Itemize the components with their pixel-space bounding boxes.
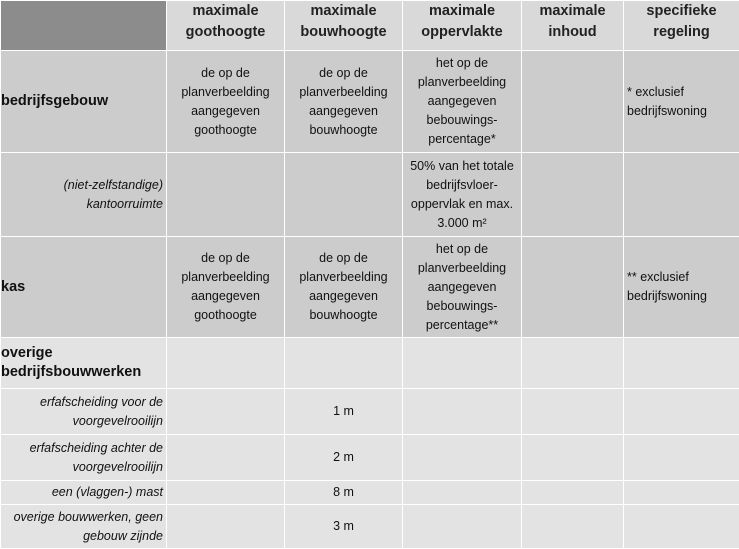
cell-goothoogte xyxy=(167,153,285,237)
cell-goothoogte xyxy=(167,481,285,505)
row-label-kantoorruimte: (niet-zelfstandige) kantoorruimte xyxy=(1,153,167,237)
table-row xyxy=(1,237,739,338)
row-label-vlaggenmast: een (vlaggen-) mast xyxy=(1,481,167,505)
cell-oppervlakte xyxy=(403,505,522,549)
cell-inhoud xyxy=(522,237,624,338)
cell-oppervlakte xyxy=(403,481,522,505)
cell-oppervlakte xyxy=(403,389,522,435)
cell-goothoogte: de op de planverbeelding aangegeven goothoogte xyxy=(167,237,285,338)
cell-goothoogte xyxy=(167,435,285,481)
header-corner xyxy=(1,1,167,51)
header-row xyxy=(1,1,739,51)
cell-bouwhoogte xyxy=(285,153,403,237)
cell-inhoud xyxy=(522,435,624,481)
table-row xyxy=(1,505,739,549)
cell-oppervlakte: het op de planverbeelding aangegeven bebouwings-percentage* xyxy=(403,51,522,153)
cell-regeling xyxy=(624,505,739,549)
cell-regeling: ** exclusief bedrijfswoning xyxy=(624,237,739,338)
row-label-erfafscheiding-achter: erfafscheiding achter de voorgevelrooilijn xyxy=(1,435,167,481)
table-row xyxy=(1,481,739,505)
header-inhoud: maximale inhoud xyxy=(522,1,624,51)
cell-regeling xyxy=(624,389,739,435)
header-bouwhoogte: maximale bouwhoogte xyxy=(285,1,403,51)
table-row xyxy=(1,389,739,435)
table-row xyxy=(1,153,739,237)
header-goothoogte: maximale goothoogte xyxy=(167,1,285,51)
row-label-erfafscheiding-voor: erfafscheiding voor de voorgevelrooilijn xyxy=(1,389,167,435)
cell-inhoud xyxy=(522,389,624,435)
cell-goothoogte xyxy=(167,338,285,389)
cell-inhoud xyxy=(522,481,624,505)
cell-regeling: * exclusief bedrijfswoning xyxy=(624,51,739,153)
cell-oppervlakte xyxy=(403,435,522,481)
cell-bouwhoogte xyxy=(285,338,403,389)
cell-bouwhoogte: 3 m xyxy=(285,505,403,549)
header-regeling: specifieke regeling xyxy=(624,1,739,51)
cell-regeling xyxy=(624,435,739,481)
cell-inhoud xyxy=(522,505,624,549)
cell-oppervlakte xyxy=(403,338,522,389)
cell-regeling xyxy=(624,153,739,237)
header-oppervlakte: maximale oppervlakte xyxy=(403,1,522,51)
cell-goothoogte: de op de planverbeelding aangegeven goothoogte xyxy=(167,51,285,153)
cell-inhoud xyxy=(522,51,624,153)
table-row xyxy=(1,51,739,153)
cell-bouwhoogte: 2 m xyxy=(285,435,403,481)
cell-bouwhoogte: 8 m xyxy=(285,481,403,505)
row-label-overige-bouwwerken: overige bouwwerken, geen gebouw zijnde xyxy=(1,505,167,549)
row-label-bedrijfsgebouw: bedrijfsgebouw xyxy=(1,51,167,153)
cell-oppervlakte: het op de planverbeelding aangegeven bebouwings-percentage** xyxy=(403,237,522,338)
cell-inhoud xyxy=(522,153,624,237)
cell-goothoogte xyxy=(167,389,285,435)
cell-bouwhoogte: de op de planverbeelding aangegeven bouwhoogte xyxy=(285,237,403,338)
cell-bouwhoogte: de op de planverbeelding aangegeven bouwhoogte xyxy=(285,51,403,153)
cell-inhoud xyxy=(522,338,624,389)
table-row xyxy=(1,338,739,389)
cell-goothoogte xyxy=(167,505,285,549)
row-label-overige-bedrijfsbouwwerken: overige bedrijfsbouwwerken xyxy=(1,338,167,389)
cell-regeling xyxy=(624,481,739,505)
cell-bouwhoogte: 1 m xyxy=(285,389,403,435)
row-label-kas: kas xyxy=(1,237,167,338)
cell-oppervlakte: 50% van het totale bedrijfsvloer-oppervlak en max. 3.000 m² xyxy=(403,153,522,237)
table-row xyxy=(1,435,739,481)
cell-regeling xyxy=(624,338,739,389)
